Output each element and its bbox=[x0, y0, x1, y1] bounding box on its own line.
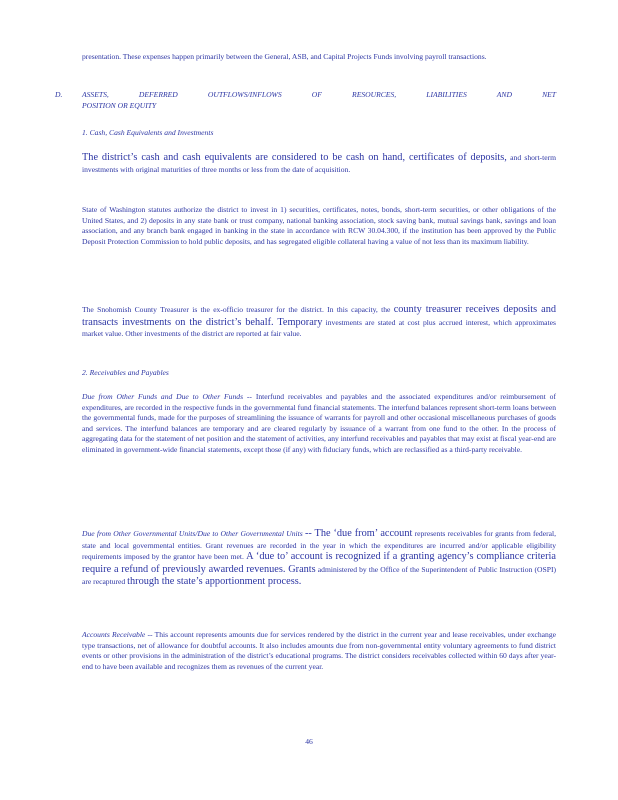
due-from-governmental-units-text: represents receivables for grants from federal, state and local governmental entities. Grant revenues are recorded in the year in which the expenditures are incurred and/or applicable eligibility requirements imposed by the grantor have been met. bbox=[82, 529, 556, 562]
due-from-governmental-units-title: Due from Other Governmental Units/Due to Other Governmental Units bbox=[82, 529, 303, 538]
county-treasurer-paragraph bbox=[82, 304, 556, 340]
cash-equivalents-text-large: The district’s cash and cash equivalents are considered to be cash on hand, certificates of deposits, bbox=[82, 152, 507, 163]
accounts-receivable-title: Accounts Receivable bbox=[82, 630, 146, 639]
section-d-heading-line2: POSITION OR EQUITY bbox=[82, 101, 157, 110]
apportionment-text-large: through the state’s apportionment process. bbox=[127, 576, 302, 588]
intro-paragraph: presentation. These expenses happen primarily between the General, ASB, and Capital Projects Funds involving payroll transactions. bbox=[82, 52, 487, 61]
due-from-other-funds-text: -- Interfund receivables and payables and the associated expenditures and/or reimbursement of expenditures, are recorded in the respective funds in the governmental fund financial statements. The interfund balances represent short-term loans between the governmental funds, made for the purposes of streamlining the issuance of warrants for payroll and other occasional miscellaneous purchases of goods and services. The interfund balances are temporary and are cleared regularly by issuance of a warrant from one fund to the other. In the process of aggregating data for the statement of net position and the statement of activities, any interfund receivables and payables that may exist at fiscal year-end are eliminated in government-wide financial statements, except those (if any) with fiduciary funds, which are reclassified as a third-party receivable. bbox=[82, 392, 556, 454]
due-from-other-funds-title: Due from Other Funds and Due to Other Funds bbox=[82, 392, 244, 401]
cash-equivalents-text: and short-term investments with original maturities of three months or less from the date of acquisition. bbox=[82, 153, 557, 174]
county-treasurer-text-end: investments are stated at cost plus accrued interest, which approximates market value. Other investments of the district are reported at fair value. bbox=[82, 317, 556, 339]
due-from-governmental-units-text-large: -- The ‘due from’ account bbox=[304, 528, 413, 539]
page-number: 46 bbox=[305, 737, 313, 746]
investment-statutes-paragraph: State of Washington statutes authorize the district to invest in 1) securities, certificates, notes, bonds, short-term securities, or other obligations of the United States, and 2) deposits in any state bank or trust company, national banking association, stock saving bank, mutual savings bank, savings and loan association, and any branch bank engaged in banking in the state in accordance with RCW 30.04.300, if the institution has been approved by the Public Deposit Protection Commission to hold public deposits, and has segregated eligible collateral having a value of not less than its maximum liability. bbox=[82, 205, 556, 246]
due-to-account-text-large: A ‘due to’ account is recognized if a granting agency’s compliance criteria require a refund of previously awarded revenues. Grants bbox=[82, 551, 556, 575]
due-from-other-funds-paragraph bbox=[82, 392, 556, 456]
section-d-heading-line1: ASSETS, DEFERRED OUTFLOWS/INFLOWS OF RESOURCES, LIABILITIES AND NET bbox=[82, 90, 556, 99]
county-treasurer-text-start: The Snohomish County Treasurer is the ex-officio treasurer for the district. In this capacity, the bbox=[82, 305, 391, 314]
accounts-receivable-paragraph bbox=[82, 630, 556, 672]
subsection-1-heading: 1. Cash, Cash Equivalents and Investments bbox=[82, 128, 214, 137]
cash-equivalents-paragraph bbox=[82, 152, 556, 175]
subsection-2-heading: 2. Receivables and Payables bbox=[82, 368, 169, 377]
section-d-letter: D. bbox=[55, 90, 63, 99]
ospi-text: administered by the Office of the Superintendent of Public Instruction (OSPI) are recaptured bbox=[82, 564, 556, 587]
county-treasurer-text-large: county treasurer receives deposits and transacts investments on the district’s behalf. Temporary bbox=[82, 304, 556, 328]
due-from-governmental-units-paragraph bbox=[82, 528, 556, 589]
accounts-receivable-text: -- This account represents amounts due for services rendered by the district in the current year and lease receivables, under exchange type transactions, net of allowance for doubtful accounts. It also includes amounts due from non-governmental entity voluntary agreements to fund district events or other provisions in the administration of the district’s educational programs. The district considers receivables collected within 60 days after year-end to have been available and recognizes them as revenues of the current year. bbox=[82, 630, 556, 671]
